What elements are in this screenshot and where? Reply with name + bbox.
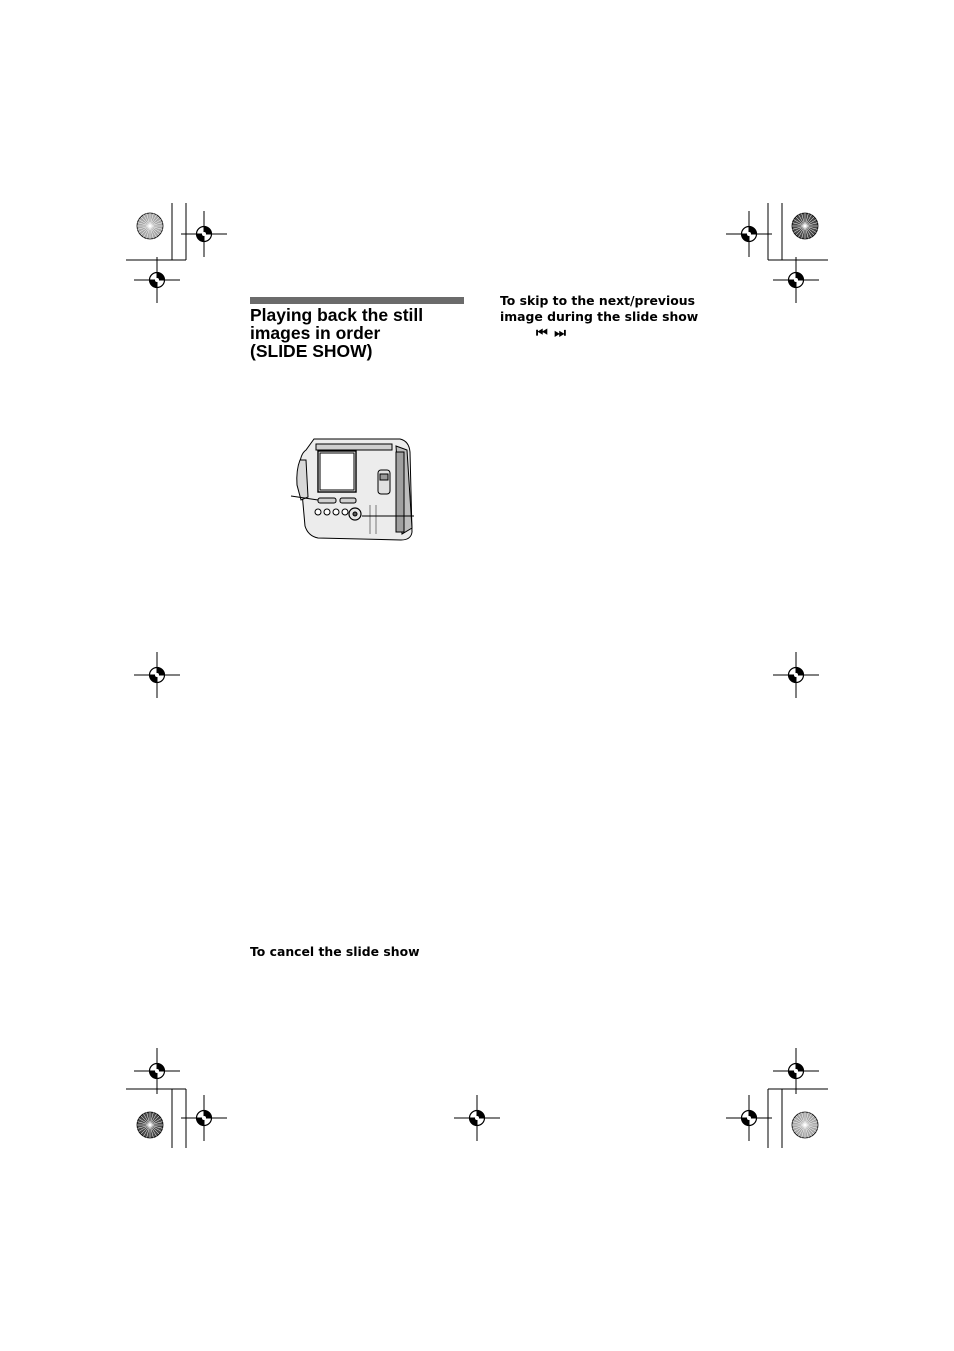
skip-previous-next-icon: ⏮ ⏭	[536, 326, 567, 341]
registration-crosshair-icon	[134, 257, 180, 303]
registration-crosshair-icon	[181, 211, 227, 257]
registration-crosshair-icon	[773, 257, 819, 303]
registration-crosshair-icon	[454, 1095, 500, 1141]
color-target-wheel-icon	[792, 213, 818, 239]
section-title-line: images in order	[250, 323, 381, 343]
registration-crosshair-icon	[726, 1095, 772, 1141]
registration-crosshair-icon	[773, 1048, 819, 1094]
camera-illustration	[291, 439, 414, 540]
color-target-wheel-icon	[137, 1112, 163, 1138]
skip-heading-line: image during the slide show	[500, 309, 699, 324]
section-title	[250, 306, 480, 360]
section-title-bar	[250, 297, 464, 304]
color-target-wheel-icon	[792, 1112, 818, 1138]
registration-crosshair-icon	[134, 1048, 180, 1094]
registration-crosshair-icon	[773, 652, 819, 698]
registration-crosshair-icon	[181, 1095, 227, 1141]
registration-crosshair-icon	[726, 211, 772, 257]
skip-heading-line: To skip to the next/previous	[500, 293, 695, 308]
section-title-line: Playing back the still	[250, 305, 424, 325]
registration-crosshair-icon	[134, 652, 180, 698]
skip-heading	[500, 293, 740, 325]
color-target-wheel-icon	[137, 213, 163, 239]
section-title-line: (SLIDE SHOW)	[250, 341, 373, 361]
cancel-heading: To cancel the slide show	[250, 944, 420, 959]
